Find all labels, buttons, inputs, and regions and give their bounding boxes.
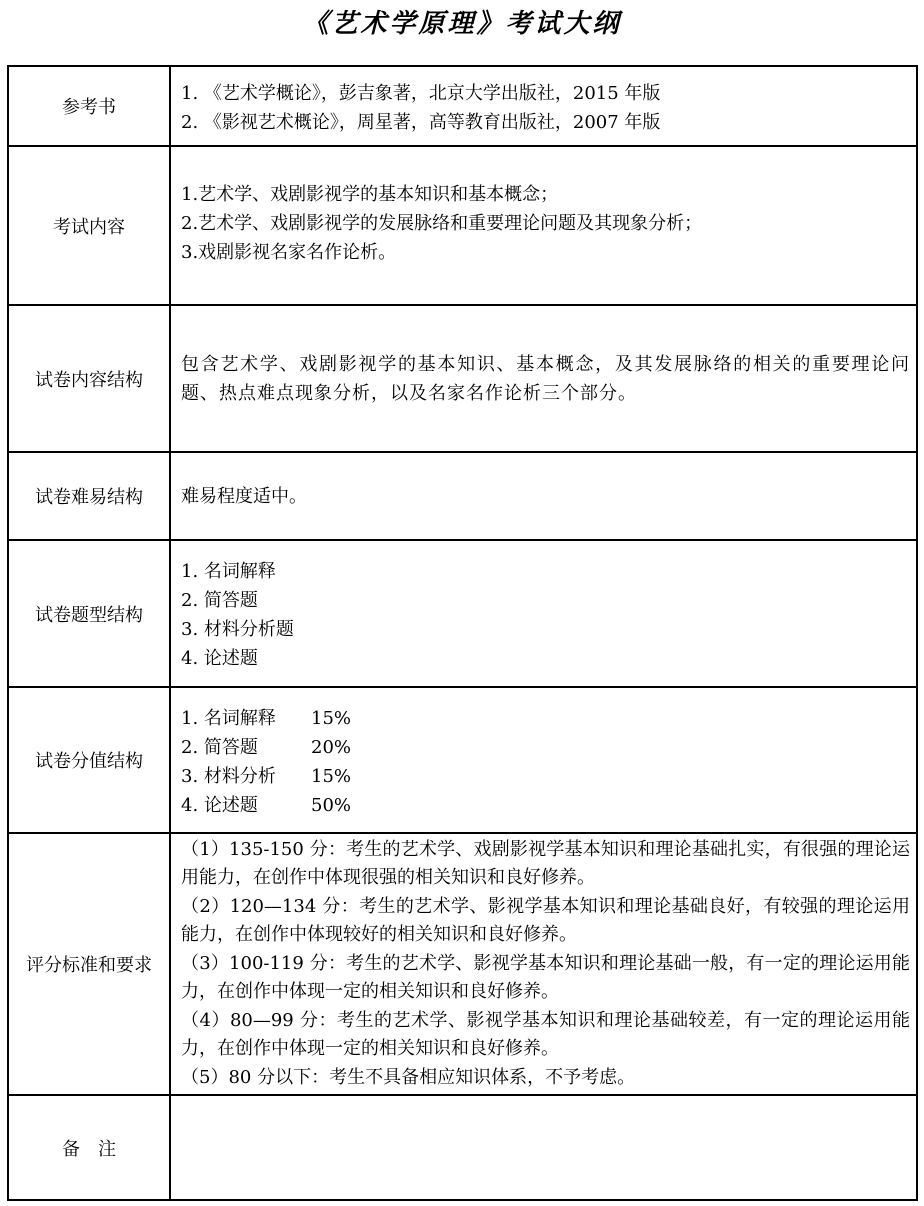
difficulty-text: 难易程度适中。 bbox=[181, 485, 307, 507]
reference-item: 2. 《影视艺术概论》，周星著，高等教育出版社，2007 年版 bbox=[181, 112, 661, 133]
label-question-types: 试卷题型结构 bbox=[8, 540, 170, 687]
row-paper-structure bbox=[8, 305, 917, 452]
exam-outline-table bbox=[7, 65, 918, 1201]
score-item bbox=[181, 704, 910, 733]
score-item-percent: 15% bbox=[311, 766, 352, 787]
content-difficulty bbox=[170, 452, 917, 540]
row-question-types bbox=[8, 540, 917, 687]
grading-item: （3）100-119 分：考生的艺术学、影视学基本知识和理论基础一般，有一定的理论运用能力，在创作中体现一定的相关知识和良好修养。 bbox=[181, 952, 910, 1003]
score-item-percent: 50% bbox=[311, 795, 352, 816]
label-difficulty: 试卷难易结构 bbox=[8, 452, 170, 540]
row-reference bbox=[8, 66, 917, 146]
content-item: 2.艺术学、戏剧影视学的发展脉络和重要理论问题及其现象分析； bbox=[181, 213, 703, 234]
grading-item: （5）80 分以下：考生不具备相应知识体系，不予考虑。 bbox=[181, 1066, 636, 1088]
content-item: 3.戏剧影视名家名作论析。 bbox=[181, 242, 397, 263]
grading-item: （4）80—99 分：考生的艺术学、影视学基本知识和理论基础较差，有一定的理论运用能力，在创作中体现一定的相关知识和良好修养。 bbox=[181, 1009, 910, 1060]
content-remarks bbox=[170, 1095, 917, 1200]
question-type-item: 3. 材料分析题 bbox=[181, 619, 294, 640]
row-score-distribution bbox=[8, 687, 917, 833]
structure-text: 包含艺术学、戏剧影视学的基本知识、基本概念，及其发展脉络的相关的重要理论问题、热点难点现象分析，以及名家名作论析三个部分。 bbox=[181, 353, 910, 404]
row-exam-content bbox=[8, 146, 917, 305]
question-type-item: 4. 论述题 bbox=[181, 648, 258, 669]
row-remarks bbox=[8, 1095, 917, 1200]
content-question-types bbox=[170, 540, 917, 687]
label-grading: 评分标准和要求 bbox=[8, 833, 170, 1095]
question-type-item: 2. 简答题 bbox=[181, 590, 258, 611]
score-item-percent: 15% bbox=[311, 708, 352, 729]
content-score-distribution bbox=[170, 687, 917, 833]
question-type-item: 1. 名词解释 bbox=[181, 561, 276, 582]
content-grading bbox=[170, 833, 917, 1095]
content-paper-structure bbox=[170, 305, 917, 452]
grading-item: （1）135-150 分：考生的艺术学、戏剧影视学基本知识和理论基础扎实，有很强的理论运用能力，在创作中体现很强的相关知识和良好修养。 bbox=[181, 838, 910, 889]
score-item-name: 1. 名词解释 bbox=[181, 708, 276, 729]
score-item bbox=[181, 791, 910, 820]
row-grading bbox=[8, 833, 917, 1095]
row-difficulty bbox=[8, 452, 917, 540]
score-item-name: 2. 简答题 bbox=[181, 737, 258, 758]
label-paper-structure: 试卷内容结构 bbox=[8, 305, 170, 452]
score-item bbox=[181, 733, 910, 762]
label-exam-content: 考试内容 bbox=[8, 146, 170, 305]
content-item: 1.艺术学、戏剧影视学的基本知识和基本概念； bbox=[181, 184, 559, 205]
content-reference bbox=[170, 66, 917, 146]
score-item bbox=[181, 762, 910, 791]
label-reference: 参考书 bbox=[8, 66, 170, 146]
score-item-name: 3. 材料分析 bbox=[181, 766, 276, 787]
content-exam-content bbox=[170, 146, 917, 305]
page-title: 《艺术学原理》考试大纲 bbox=[302, 9, 622, 39]
grading-item: （2）120—134 分：考生的艺术学、影视学基本知识和理论基础良好，有较强的理论运用能力，在创作中体现较好的相关知识和良好修养。 bbox=[181, 895, 910, 946]
label-score-distribution: 试卷分值结构 bbox=[8, 687, 170, 833]
label-remarks: 备 注 bbox=[8, 1095, 170, 1200]
score-item-percent: 20% bbox=[311, 737, 352, 758]
score-item-name: 4. 论述题 bbox=[181, 795, 258, 816]
reference-item: 1. 《艺术学概论》，彭吉象著，北京大学出版社，2015 年版 bbox=[181, 83, 661, 104]
